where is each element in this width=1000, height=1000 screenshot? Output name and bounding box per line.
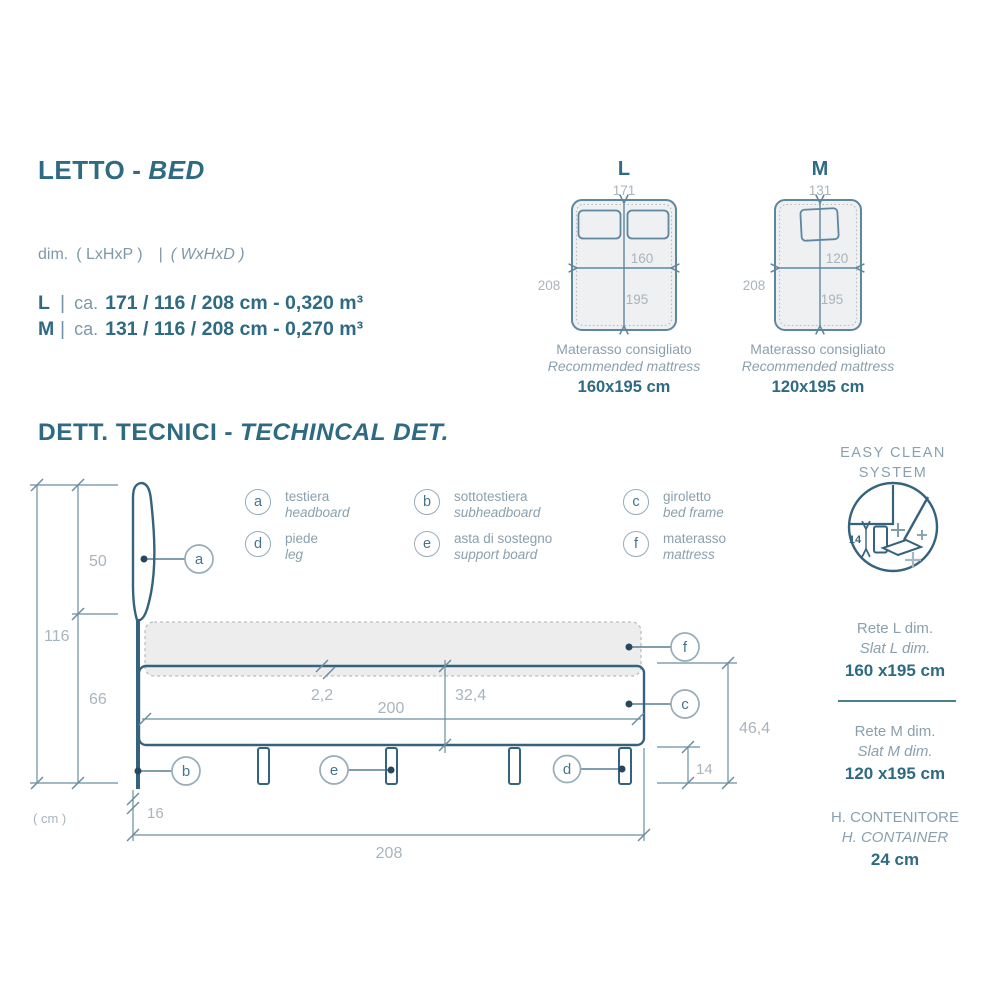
spec-approx: ca. [74,293,99,313]
dim-separator: | [158,246,163,263]
svg-text:f: f [682,639,688,656]
dim-total-height: 116 [44,628,70,645]
spec-approx: ca. [74,319,99,339]
legend-en: subheadboard [454,505,541,520]
panel-en: Slat L dim. [859,640,931,657]
dim-depth-L: 208 [537,278,561,293]
title-en: BED [148,155,205,185]
bed-top-view-M [743,183,861,330]
spec-value: 131 / 116 / 208 cm - 0,270 m³ [105,318,364,340]
dim-inner-length-M: 195 [820,292,844,307]
caption-en: Recommended mattress [741,358,895,374]
legend-it: sottotestiera [454,489,528,504]
mattress-caption-M [718,341,918,397]
dim-inner-width-M: 120 [825,251,849,266]
dim-lip: 2,2 [310,687,334,704]
svg-text:d: d [562,761,572,778]
easy-clean-icon [849,483,937,571]
caption-it: Materasso consigliato [556,341,692,357]
svg-text:b: b [181,763,191,780]
panel-it: H. CONTENITORE [830,809,960,826]
panel-it: Rete M dim. [854,723,936,740]
legend-item-a [245,489,350,521]
page-title [38,155,205,186]
dim-imperial: ( WxHxD ) [170,246,245,263]
spec-separator: | [60,318,66,340]
panel-it: Rete L dim. [856,620,934,637]
panel-en: H. CONTAINER [841,829,949,846]
legend-it: giroletto [663,489,712,504]
panel-value: 120 x195 cm [844,764,946,783]
dim-base-total: 46,4 [739,720,771,737]
bed-top-view-L [538,183,676,330]
dim-inner-depth: 200 [377,700,405,717]
dim-width-L: 171 [612,183,636,198]
easy-clean-line2: SYSTEM [858,465,928,481]
panel-value: 160 x195 cm [844,661,946,680]
spec-size: L [38,292,50,314]
mattress-section [145,622,641,676]
easy-clean-line1: EASY CLEAN [840,445,946,461]
dim-inner-width-L: 160 [630,251,654,266]
legend-marker-d: d [245,531,271,557]
dim-leg-height: 14 [696,761,713,778]
tech-title [38,419,449,447]
mattress-size: 120x195 cm [771,378,865,396]
svg-text:e: e [329,762,339,779]
slat-M-panel [820,722,970,784]
dim-prefix: dim. [38,246,69,263]
tech-title-dash: - [224,419,234,446]
pillow-right [628,211,669,239]
dim-depth-total: 208 [375,845,403,862]
spec-value: 171 / 116 / 208 cm - 0,320 m³ [105,292,364,314]
easy-clean-dim: 14 [848,534,862,546]
legend-it: materasso [663,531,727,546]
easy-clean-label [818,443,968,483]
legend-item-f [623,531,726,563]
panel-value: 24 cm [870,850,920,869]
spec-row-M [38,317,363,342]
caption-it: Materasso consigliato [750,341,886,357]
svg-text:c: c [681,696,689,713]
panel-divider [838,700,956,702]
title-dash: - [132,155,142,185]
legend-marker-e: e [414,531,440,557]
legend-it: piede [285,531,319,546]
dim-headboard-height: 50 [89,553,107,570]
container-height-panel [820,808,970,870]
legend-en: bed frame [663,505,724,520]
dim-metric: ( LxHxP ) [76,246,143,263]
legend-marker-c: c [623,489,649,515]
spec-separator: | [60,292,66,314]
headboard-section [133,483,154,621]
svg-text:a: a [194,551,204,568]
title-it: LETTO [38,155,126,185]
legend-marker-b: b [414,489,440,515]
legend-en: headboard [285,505,350,520]
dim-base-height: 66 [89,691,107,708]
slat-L-panel [820,619,970,681]
dim-depth-M: 208 [742,278,766,293]
dim-inner-length-L: 195 [625,292,649,307]
spec-size: M [38,318,55,340]
mattress-caption-L [524,341,724,397]
dim-thickness: 16 [147,805,164,822]
mattress-size: 160x195 cm [577,378,671,396]
legend-item-c [623,489,724,521]
spec-row-L [38,291,363,316]
tech-title-it: DETT. TECNICI [38,419,218,446]
caption-en: Recommended mattress [547,358,701,374]
pillow-left [579,211,621,239]
legend-item-d [245,531,318,563]
dim-frame-height: 32,4 [455,687,487,704]
tech-title-en: TECHINCAL DET. [240,419,449,446]
panel-en: Slat M dim. [857,743,933,760]
legend-item-b [414,489,540,521]
legend-item-e [414,531,552,563]
bed-label-L: L [617,158,631,180]
legend-en: mattress [663,547,715,562]
dim-width-M: 131 [808,183,832,198]
dimension-formula [38,246,245,264]
legend-it: asta di sostegno [454,531,553,546]
legend-marker-a: a [245,489,271,515]
legend-it: testiera [285,489,330,504]
legend-en: leg [285,547,304,562]
legend-en: support board [454,547,538,562]
bed-label-M: M [811,158,829,180]
legend-marker-f: f [623,531,649,557]
unit-label: ( cm ) [33,811,67,826]
